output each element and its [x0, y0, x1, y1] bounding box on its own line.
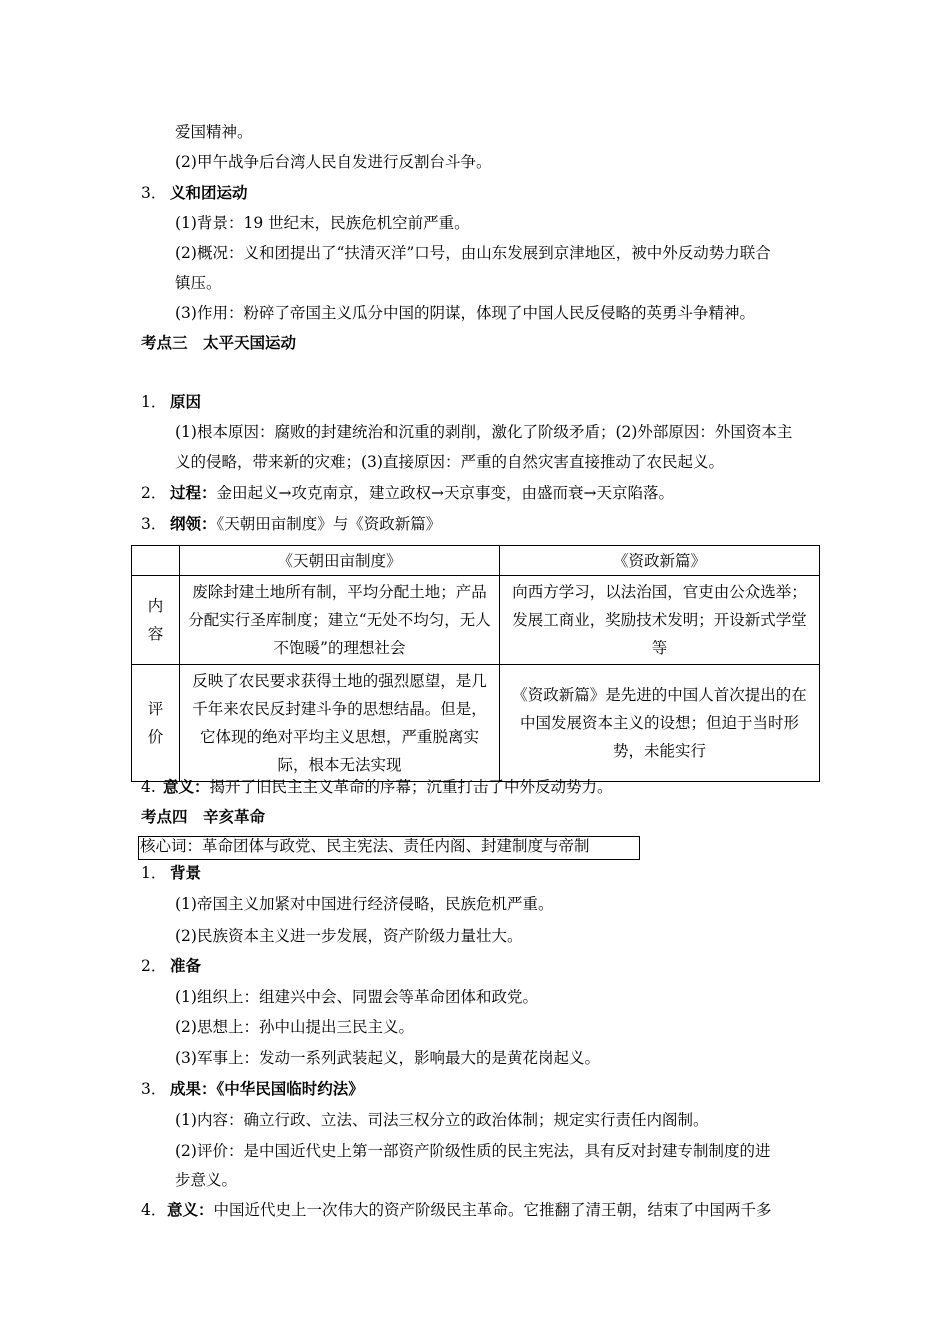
item-number: 3． [141, 184, 167, 202]
table-header-cell: 《天朝田亩制度》 [180, 546, 500, 576]
keywords-box: 核心词：革命团体与政党、民主宪法、责任内阁、封建制度与帝制 [138, 836, 640, 860]
paragraph-line: (2)民族资本主义进一步发展，资产阶级力量壮大。 [175, 927, 523, 945]
table-row-header [132, 665, 180, 782]
section-heading: 考点四 辛亥革命 [141, 808, 266, 826]
section-item-heading [141, 956, 201, 976]
item-number: 4. [141, 778, 156, 796]
paragraph-line: (1)组织上：组建兴中会、同盟会等革命团体和政党。 [175, 988, 538, 1006]
table-header-cell: 《资政新篇》 [500, 546, 820, 576]
paragraph-line: (1)背景：19 世纪末，民族危机空前严重。 [175, 214, 470, 232]
paragraph-line: (2)评价：是中国近代史上第一部资产阶级性质的民主宪法，具有反对封建专制制度的进 [175, 1142, 771, 1160]
item-number: 1． [141, 864, 167, 882]
item-number: 1． [141, 393, 167, 411]
section-item-heading [141, 392, 201, 412]
paragraph-line: 义的侵略，带来新的灾难；(3)直接原因：严重的自然灾害直接推动了农民起义。 [175, 453, 724, 471]
paragraph-line: 爱国精神。 [175, 123, 253, 141]
paragraph-line: (1)内容：确立行政、立法、司法三权分立的政治体制；规定实行责任内阁制。 [175, 1111, 709, 1129]
table-cell: 反映了农民要求获得土地的强烈愿望，是几千年来农民反封建斗争的思想结晶。但是，它体现的绝对平均主义思想，严重脱离实际，根本无法实现 [180, 665, 500, 782]
section-heading: 考点三 太平天国运动 [141, 334, 297, 352]
row-header-text: 评 价 [147, 700, 164, 746]
item-number: 2． [141, 484, 167, 502]
item-title: 原因 [170, 393, 202, 411]
paragraph-line: 步意义。 [175, 1171, 238, 1189]
table-corner-cell [132, 546, 180, 576]
paragraph-line: (1)帝国主义加紧对中国进行经济侵略，民族危机严重。 [175, 895, 554, 913]
table-header-row [132, 546, 820, 576]
item-title: 过程： [170, 484, 217, 502]
item-title: 准备 [170, 957, 202, 975]
section-item-heading [141, 1079, 364, 1099]
row-header-text: 内 容 [147, 597, 164, 643]
section-item [141, 514, 441, 534]
item-text: 金田起义→攻克南京，建立政权→天京事变，由盛而衰→天京陷落。 [216, 484, 674, 502]
comparison-table [131, 545, 820, 782]
item-number: 3． [141, 1080, 167, 1098]
section-item [141, 483, 674, 503]
table-row [132, 576, 820, 665]
table-cell: 向西方学习，以法治国，官吏由公众选举；发展工商业，奖励技术发明；开设新式学堂等 [500, 576, 820, 665]
paragraph-line: (3)作用：粉碎了帝国主义瓜分中国的阴谋，体现了中国人民反侵略的英勇斗争精神。 [175, 304, 755, 322]
table-row-header [132, 576, 180, 665]
section-item [141, 1200, 772, 1220]
table-row [132, 665, 820, 782]
item-title: 背景 [170, 864, 202, 882]
item-number: 4． [141, 1201, 167, 1219]
item-title: 意义： [163, 778, 210, 796]
item-text: 《天朝田亩制度》与《资政新篇》 [216, 515, 442, 533]
section-item [141, 777, 613, 797]
item-title: 意义： [167, 1201, 214, 1219]
item-text: 揭开了旧民主主义革命的序幕；沉重打击了中外反动势力。 [209, 778, 613, 796]
item-number: 2． [141, 957, 167, 975]
paragraph-line: (2)甲午战争后台湾人民自发进行反割台斗争。 [175, 153, 492, 171]
table-cell: 废除封建土地所有制，平均分配土地；产品分配实行圣库制度；建立“无处不均匀，无人不饱暖”的理想社会 [180, 576, 500, 665]
paragraph-line: (3)军事上：发动一系列武装起义，影响最大的是黄花岗起义。 [175, 1049, 600, 1067]
item-title: 成果：《中华民国临时约法》 [170, 1080, 364, 1098]
paragraph-line: (1)根本原因：腐败的封建统治和沉重的剥削，激化了阶级矛盾；(2)外部原因：外国资本主 [175, 423, 793, 441]
paragraph-line: (2)概况：义和团提出了“扶清灭洋”口号，由山东发展到京津地区，被中外反动势力联合 [175, 244, 771, 262]
table-cell: 《资政新篇》是先进的中国人首次提出的在中国发展资本主义的设想；但迫于当时形势，未能实行 [500, 665, 820, 782]
section-item-heading [141, 183, 248, 203]
item-title: 纲领： [170, 515, 217, 533]
paragraph-line: (2)思想上：孙中山提出三民主义。 [175, 1018, 414, 1036]
section-item-heading [141, 863, 201, 883]
item-text: 中国近代史上一次伟大的资产阶级民主革命。它推翻了清王朝，结束了中国两千多 [213, 1201, 772, 1219]
item-title: 义和团运动 [170, 184, 248, 202]
paragraph-line: 镇压。 [175, 274, 222, 292]
item-number: 3． [141, 515, 167, 533]
